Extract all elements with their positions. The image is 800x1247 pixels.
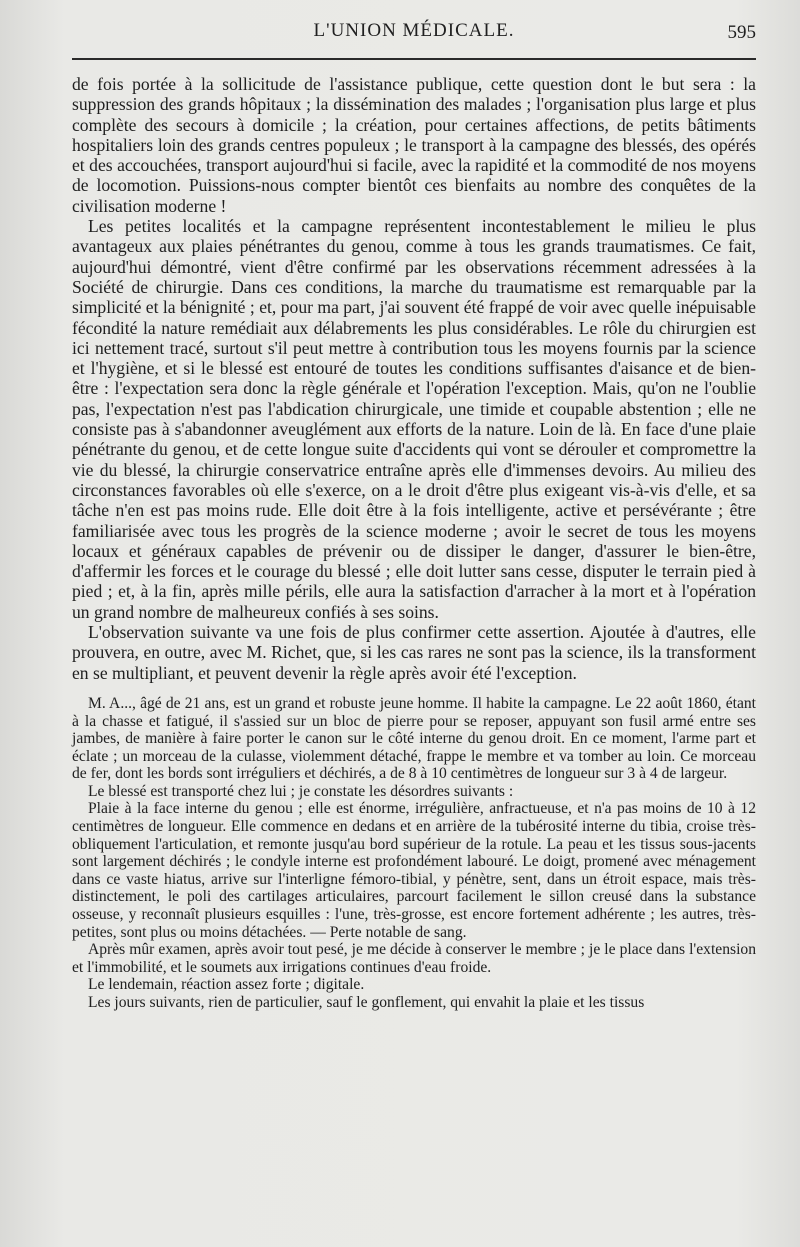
observation-paragraph: Après mûr examen, après avoir tout pesé, je me décide à conserver le membre ; je le place dans l'extension et l'immobilité, et le soumets aux irrigations continues d'eau froide.	[72, 941, 756, 976]
main-text	[72, 74, 756, 683]
running-title: L'UNION MÉDICALE.	[313, 20, 515, 41]
page-number: 595	[727, 22, 756, 43]
paragraph: Les petites localités et la campagne représentent incontestablement le milieu le plus avantageux aux plaies pénétrantes du genou, comme à tous les grands traumatismes. Ce fait, aujourd'hui démontré, vient d'être confirmé par les observations récemment adressées à la Société de chirurgie. Dans ces conditions, la marche du traumatisme est remarquable par la simplicité et la bénignité ; et, pour ma part, j'ai souvent été frappé de voir avec quelle inépuisable fécondité la nature remédiait aux délabrements les plus considérables. Le rôle du chirurgien est ici nettement tracé, surtout s'il peut mettre à contribution tous les moyens fournis par la science et l'hygiène, et si le blessé est entouré de toutes les conditions suffisantes d'aisance et de bien-être : l'expectation sera donc la règle générale et l'opération l'exception. Mais, qu'on ne l'oublie pas, l'expectation n'est pas l'abdication chirurgicale, une timide et coupable abstention ; elle ne consiste pas à s'abandonner aveuglément aux efforts de la nature. Loin de là. En face d'une plaie pénétrante du genou, et de cette longue suite d'accidents qui vont se dérouler et compromettre la vie du blessé, la chirurgie conservatrice entraîne après elle d'immenses devoirs. Au milieu des circonstances favorables où elle s'exerce, on a le droit d'être plus exigeant vis-à-vis d'elle, et sa tâche n'en est pas moins rude. Elle doit être à la fois intelligente, active et persévérante ; être familiarisée avec tous les progrès de la science moderne ; avoir le secret de tous les moyens locaux et généraux capables de prévenir ou de dissiper le danger, d'assurer le bien-être, d'affermir les forces et le courage du blessé ; elle doit lutter sans cesse, disputer le terrain pied à pied ; et, à la fin, après mille périls, elle aura la satisfaction d'arracher à la mort et à l'opération un grand nombre de malheureux confiés à ses soins.	[72, 216, 756, 622]
paragraph: de fois portée à la sollicitude de l'assistance publique, cette question dont le but sera : la suppression des grands hôpitaux ; la dissémination des malades ; l'organisation plus large et plus complète des secours à domicile ; la création, pour certaines affections, de petits bâtiments hospitaliers loin des grands centres populeux ; le transport à la campagne des blessés, des opérés et des accouchées, transport aujourd'hui si facile, avec la rapidité et la commodité de nos moyens de locomotion. Puissions-nous compter bientôt ces bienfaits au nombre des conquêtes de la civilisation moderne !	[72, 74, 756, 216]
observation-paragraph: Plaie à la face interne du genou ; elle est énorme, irrégulière, anfractueuse, et n'a pas moins de 10 à 12 centimètres de longueur. Elle commence en dedans et en arrière de la tubérosité interne du tibia, croise très-obliquement l'articulation, et remonte jusqu'au bord supérieur de la rotule. La peau et les tissus sous-jacents sont largement déchirés ; le condyle interne est profondément labouré. Le doigt, promené avec ménagement dans ce vaste hiatus, arrive sur l'interligne fémoro-tibial, y pénètre, sent, dans un étroit espace, mais très-distinctement, le poli des cartilages articulaires, parcourt facilement le sillon creusé dans la substance osseuse, y reconnaît plusieurs esquilles : l'une, très-grosse, est encore fortement adhérente ; les autres, très-petites, sont plus ou moins détachées. — Perte notable de sang.	[72, 800, 756, 941]
page-header	[72, 0, 756, 60]
observation-paragraph: Les jours suivants, rien de particulier, sauf le gonflement, qui envahit la plaie et les tissus	[88, 994, 645, 1011]
observation-text	[72, 695, 756, 1012]
observation-paragraph: Le blessé est transporté chez lui ; je constate les désordres suivants :	[88, 782, 514, 800]
observation-paragraph: M. A..., âgé de 21 ans, est un grand et robuste jeune homme. Il habite la campagne. Le 22 août 1860, étant à la chasse et fatigué, il s'assied sur un bloc de pierre pour se reposer, appuyant son fusil armé entre ses jambes, de manière à faire porter le canon sur le côté interne du genou droit. En ce moment, l'arme part et éclate ; un morceau de la culasse, violemment détaché, frappe le membre et va tomber au loin. Ce morceau de fer, dont les bords sont irréguliers et déchirés, a de 8 à 10 centimètres de longueur sur 3 à 4 de largeur.	[72, 694, 756, 783]
observation-paragraph: Le lendemain, réaction assez forte ; digitale.	[88, 976, 365, 994]
paragraph: L'observation suivante va une fois de plus confirmer cette assertion. Ajoutée à d'autres, elle prouvera, en outre, avec M. Richet, que, si les cas rares ne sont pas la science, ils la transforment en se multipliant, et peuvent devenir la règle après avoir été l'exception.	[72, 622, 756, 683]
